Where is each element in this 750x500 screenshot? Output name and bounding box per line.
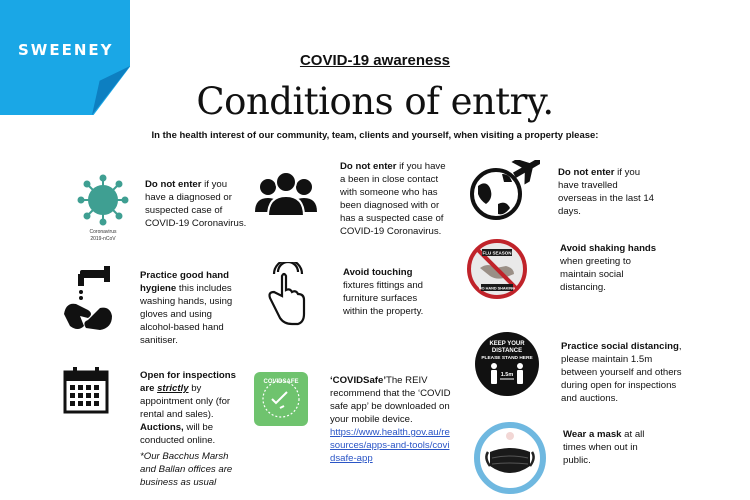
distance-sign-line2: DISTANCE bbox=[491, 348, 523, 354]
diagnosed-text bbox=[145, 178, 250, 230]
touch-hand-icon bbox=[262, 262, 308, 328]
diagnosed-body: if you have a diagnosed or suspected case of COVID-19 Coronavirus. bbox=[145, 179, 247, 229]
page-title: Conditions of entry. bbox=[196, 80, 554, 123]
distance-sign-line1: KEEP YOUR bbox=[489, 341, 525, 347]
hygiene-body: this includes washing hands, using gloves and using alcohol-based hand sanitiser. bbox=[140, 283, 233, 346]
distancing-bold: Practice social distancing bbox=[561, 341, 679, 352]
no-handshake-sign-bottom: NO HAND SHAKING bbox=[478, 286, 516, 291]
distancing-body: , please maintain 1.5m between yourself and others during open for inspections and auctions. bbox=[561, 341, 682, 404]
covidsafe-body: The REIV recommend that the ‘COVID safe app’ be downloaded on your mobile device. bbox=[330, 375, 451, 425]
handshake-text bbox=[560, 242, 660, 294]
covidsafe-icon-label: COVIDSAFE bbox=[263, 379, 299, 385]
covidsafe-link[interactable]: https://www.health.gov.au/resources/apps-and-tools/covidsafe-app bbox=[330, 427, 450, 464]
mask-body: at all times when out in public. bbox=[563, 429, 645, 466]
mask-text bbox=[563, 428, 663, 467]
contact-body: if you have a been in close contact with someone who has been diagnosed with or has a suspected case of COVID-19 Coronavirus. bbox=[340, 161, 446, 237]
brand-logo-text: SWEENEY bbox=[18, 41, 114, 59]
touching-body: fixtures fittings and furniture surfaces within the property. bbox=[343, 280, 424, 317]
inspections-strictly: strictly bbox=[157, 383, 189, 394]
diagnosed-bold: Do not enter bbox=[145, 179, 202, 190]
auctions-body: will be conducted online. bbox=[140, 422, 216, 446]
travel-text bbox=[558, 166, 658, 218]
covidsafe-bold: ‘COVIDSafe’ bbox=[330, 375, 386, 386]
no-handshake-sign-top: FLU SEASON bbox=[482, 250, 512, 256]
people-group-icon bbox=[253, 168, 319, 220]
no-handshake-icon bbox=[466, 238, 528, 300]
distance-sign-value: 1.5m bbox=[500, 372, 514, 378]
inspections-body: by appointment only (for rental and sales). bbox=[140, 383, 231, 420]
covidsafe-text bbox=[330, 374, 452, 465]
inspections-text bbox=[140, 369, 242, 489]
covidsafe-app-icon bbox=[254, 372, 308, 426]
handshake-body: when greeting to maintain social distancing. bbox=[560, 256, 631, 293]
coronavirus-icon bbox=[68, 172, 138, 244]
travel-body: if you have travelled overseas in the last 14 days. bbox=[558, 167, 654, 217]
intro-text: In the health interest of our community, team, clients and yourself, when visiting a property please: bbox=[151, 130, 599, 141]
hygiene-bold: Practice good hand hygiene bbox=[140, 270, 230, 294]
offices-note: *Our Bacchus Marsh and Ballan offices are business as usual bbox=[140, 451, 233, 488]
contact-bold: Do not enter bbox=[340, 161, 397, 172]
globe-plane-icon bbox=[468, 160, 540, 224]
handshake-bold: Avoid shaking hands bbox=[560, 243, 657, 254]
distancing-text bbox=[561, 340, 683, 405]
keep-distance-icon bbox=[474, 331, 540, 397]
touching-text bbox=[343, 266, 443, 318]
face-mask-icon bbox=[474, 422, 546, 494]
touching-bold: Avoid touching bbox=[343, 267, 413, 278]
awareness-heading: COVID-19 awareness bbox=[299, 52, 451, 69]
calendar-icon bbox=[62, 366, 110, 416]
virus-caption-2: 2019-nCoV bbox=[90, 236, 116, 242]
close-contact-text bbox=[340, 160, 450, 238]
distance-sign-line3: PLEASE STAND HERE bbox=[481, 356, 533, 361]
inspections-bold: Open for inspections are bbox=[140, 370, 236, 394]
hygiene-text bbox=[140, 269, 240, 347]
auctions-bold: Auctions, bbox=[140, 422, 184, 433]
virus-caption-1: Coronavirus bbox=[89, 229, 117, 235]
travel-bold: Do not enter bbox=[558, 167, 615, 178]
mask-bold: Wear a mask bbox=[563, 429, 622, 440]
hand-washing-icon bbox=[60, 262, 120, 334]
